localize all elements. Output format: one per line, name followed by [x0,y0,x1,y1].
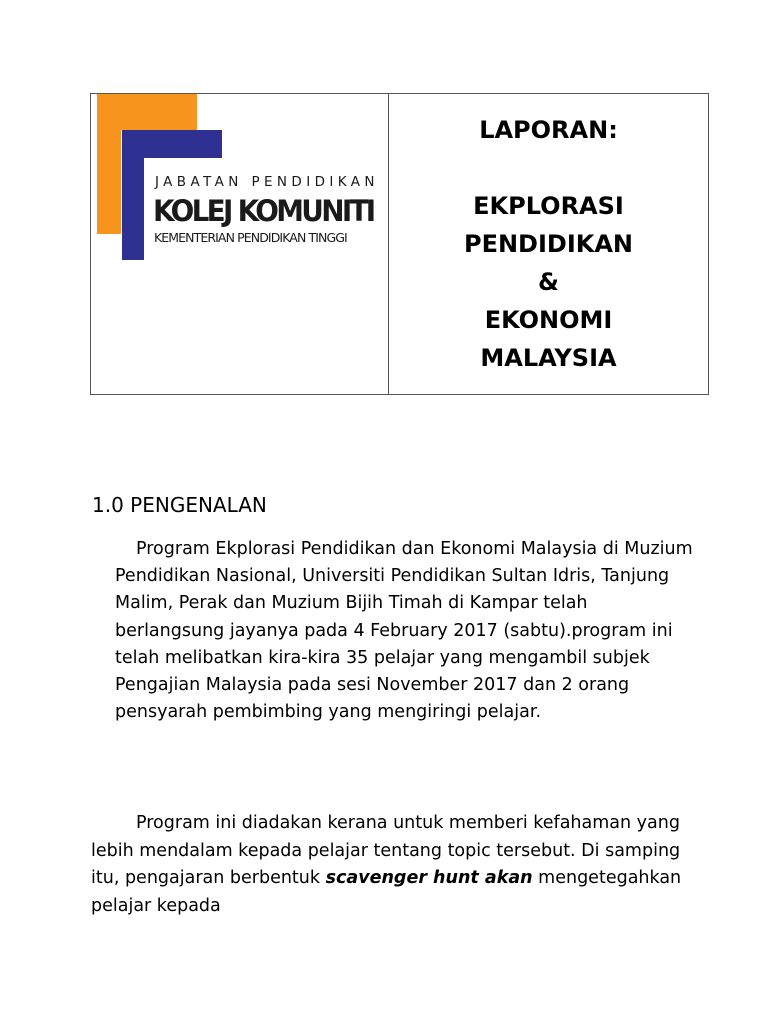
paragraph-purpose [91,810,711,920]
report-title [389,94,708,394]
logo-text-jabatan: JABATAN PENDIDIKAN [155,174,379,190]
logo-text-kolej-komuniti: KOLEJ KOMUNITI [153,194,374,228]
section-heading: 1.0 PENGENALAN [92,493,267,517]
paragraph-purpose-end: mengetegahkan pelajar kepada [91,868,682,916]
title-line-ampersand: & [538,268,559,296]
title-line-ekonomi: EKONOMI [484,306,613,334]
title-line-malaysia: MALAYSIA [480,344,617,372]
title-line-laporan: LAPORAN: [479,116,618,144]
paragraph-introduction: Program Ekplorasi Pendidikan dan Ekonomi Malaysia di Muzium Pendidikan Nasional, Universiti Pendidikan Sultan Idris, Tanjung Malim, Perak dan Muzium Bijih Timah di Kampar telah berlangsung jayanya pada 4 February 2017 (sabtu).program ini telah melibatkan kira-kira 35 pelajar yang mengambil subjek Pengajian Malaysia pada sesi November 2017 dan 2 orang pensyarah pembimbing yang mengiringi pelajar. [115,539,693,723]
logo-text-kementerian: KEMENTERIAN PENDIDIKAN TINGGI [154,230,347,245]
paragraph-purpose-start: Program ini diadakan kerana untuk memberi kefahaman yang lebih mendalam kepada pelajar tentang topic tersebut. Di samping itu, pengajaran berbentuk [91,813,681,889]
logo-cell [91,94,389,394]
title-line-pendidikan: PENDIDIKAN [463,230,634,258]
title-line-ekplorasi: EKPLORASI [473,192,624,220]
header-table [90,93,709,395]
paragraph-purpose-emphasis: scavenger hunt akan [325,868,533,889]
